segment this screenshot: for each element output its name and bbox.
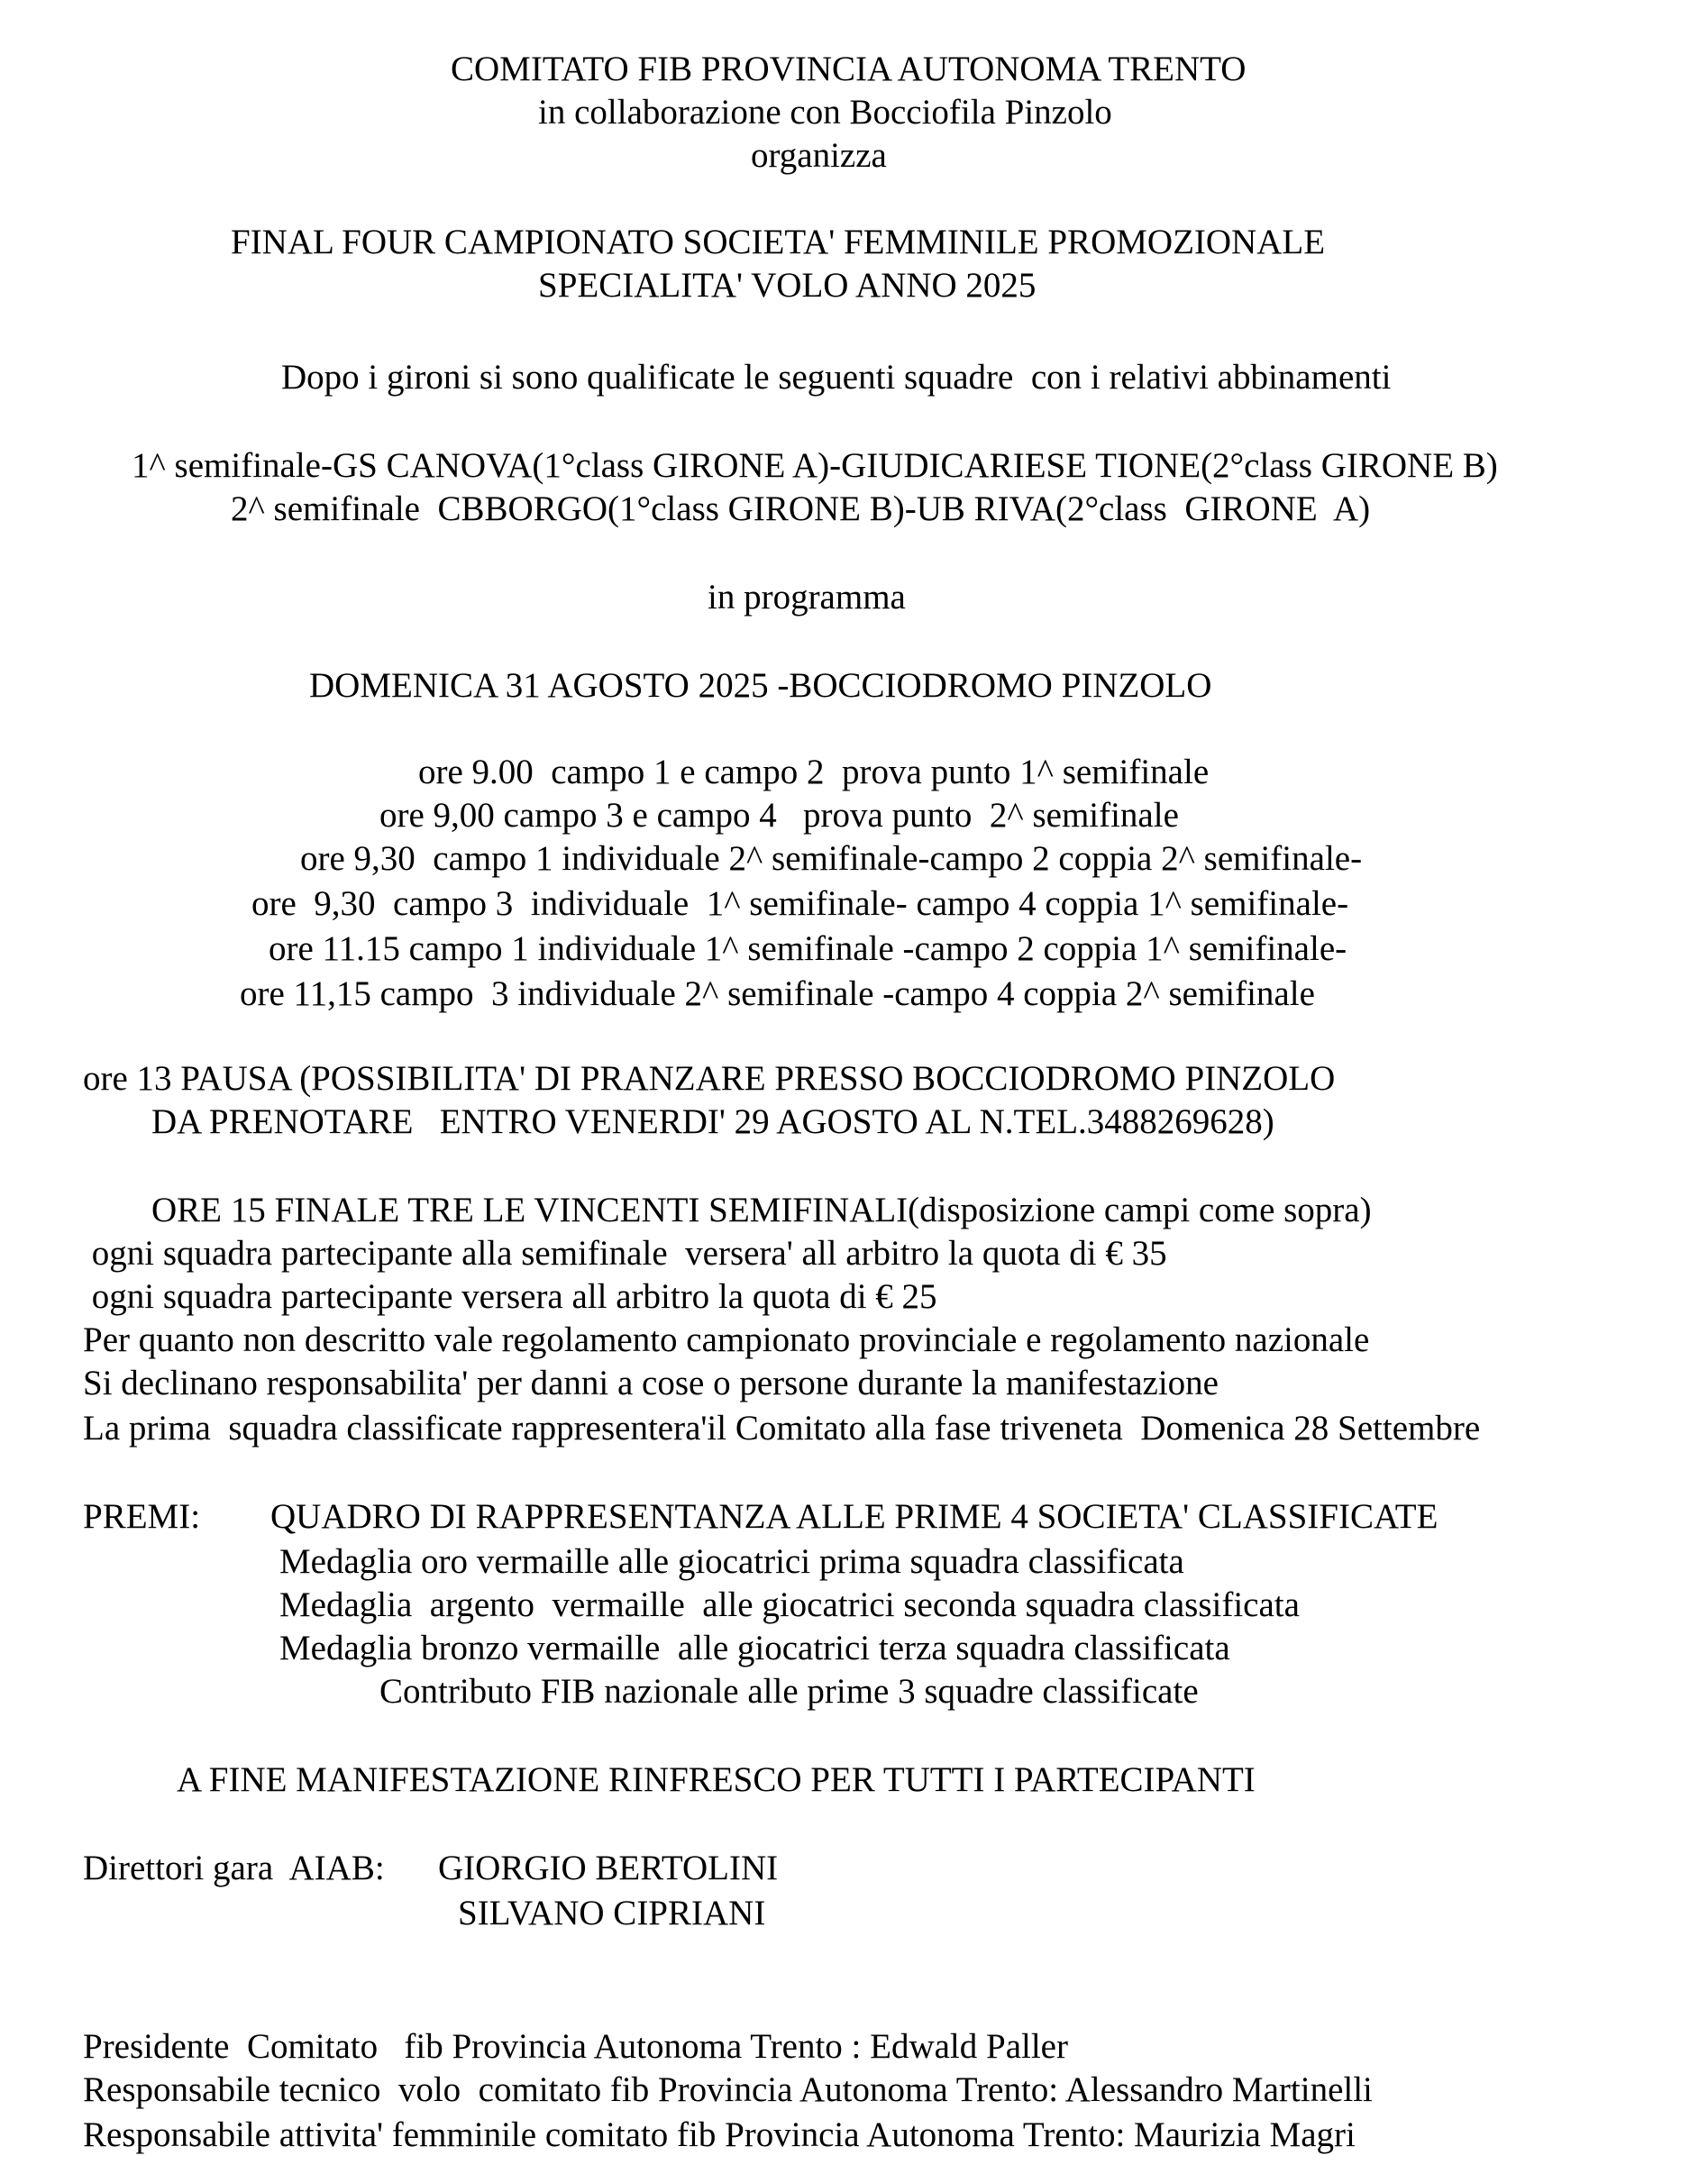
pause-line-2: DA PRENOTARE ENTRO VENERDI' 29 AGOSTO AL N.TEL.3488269628) — [151, 1102, 1274, 1141]
prize-item: QUADRO DI RAPPRESENTANZA ALLE PRIME 4 SOCIETA' CLASSIFICATE — [270, 1497, 1439, 1536]
event-title-line-2: SPECIALITA' VOLO ANNO 2025 — [538, 266, 1037, 305]
event-title-line-1: FINAL FOUR CAMPIONATO SOCIETA' FEMMINILE PROMOZIONALE — [231, 223, 1326, 261]
program-label: in programma — [708, 578, 906, 617]
official-line: Presidente Comitato fib Provincia Autonoma Trento : Edwald Paller — [83, 2027, 1068, 2066]
header-collaboration: in collaborazione con Bocciofila Pinzolo — [538, 93, 1112, 132]
director-name: GIORGIO BERTOLINI — [438, 1849, 779, 1887]
schedule-line: ore 9,30 campo 1 individuale 2^ semifinale-campo 2 coppia 2^ semifinale- — [300, 839, 1363, 878]
schedule-line: ore 11.15 campo 1 individuale 1^ semifinale -campo 2 coppia 1^ semifinale- — [269, 929, 1347, 968]
rule-line: ogni squadra partecipante versera all arbitro la quota di € 25 — [83, 1277, 937, 1316]
final-line: ORE 15 FINALE TRE LE VINCENTI SEMIFINALI(disposizione campi come sopra) — [151, 1191, 1372, 1229]
semifinal-2-pairing: 2^ semifinale CBBORGO(1°class GIRONE B)-UB RIVA(2°class GIRONE A) — [231, 489, 1371, 528]
schedule-line: ore 11,15 campo 3 individuale 2^ semifinale -campo 4 coppia 2^ semifinale — [240, 974, 1315, 1013]
program-date-venue: DOMENICA 31 AGOSTO 2025 -BOCCIODROMO PINZOLO — [309, 666, 1212, 705]
directors-label: Direttori gara AIAB: — [83, 1849, 385, 1887]
refreshment-note: A FINE MANIFESTAZIONE RINFRESCO PER TUTTI I PARTECIPANTI — [177, 1760, 1256, 1799]
director-name: SILVANO CIPRIANI — [458, 1894, 766, 1932]
header-organizza: organizza — [751, 136, 887, 175]
prize-item: Contributo FIB nazionale alle prime 3 squadre classificate — [379, 1672, 1199, 1711]
official-line: Responsabile attivita' femminile comitato fib Provincia Autonoma Trento: Maurizia Magri — [83, 2115, 1356, 2154]
rule-line: La prima squadra classificate rappresentera'il Comitato alla fase triveneta Domenica 28 Settembre — [83, 1409, 1481, 1448]
pause-line-1: ore 13 PAUSA (POSSIBILITA' DI PRANZARE PRESSO BOCCIODROMO PINZOLO — [83, 1059, 1336, 1098]
schedule-line: ore 9,00 campo 3 e campo 4 prova punto 2^ semifinale — [379, 796, 1179, 835]
schedule-line: ore 9,30 campo 3 individuale 1^ semifinale- campo 4 coppia 1^ semifinale- — [251, 884, 1349, 923]
semifinal-1-pairing: 1^ semifinale-GS CANOVA(1°class GIRONE A)-GIUDICARIESE TIONE(2°class GIRONE B) — [132, 446, 1498, 485]
prizes-label: PREMI: — [83, 1497, 201, 1536]
official-line: Responsabile tecnico volo comitato fib Provincia Autonoma Trento: Alessandro Martinelli — [83, 2070, 1373, 2109]
schedule-line: ore 9.00 campo 1 e campo 2 prova punto 1^ semifinale — [418, 753, 1210, 791]
header-org: COMITATO FIB PROVINCIA AUTONOMA TRENTO — [451, 50, 1247, 88]
rule-line: Si declinano responsabilita' per danni a cose o persone durante la manifestazione — [83, 1364, 1219, 1402]
prize-item: Medaglia bronzo vermaille alle giocatrici terza squadra classificata — [279, 1629, 1230, 1667]
prize-item: Medaglia oro vermaille alle giocatrici prima squadra classificata — [279, 1542, 1184, 1581]
rule-line: Per quanto non descritto vale regolamento campionato provinciale e regolamento nazionale — [83, 1320, 1370, 1359]
rule-line: ogni squadra partecipante alla semifinale versera' all arbitro la quota di € 35 — [83, 1234, 1167, 1273]
prize-item: Medaglia argento vermaille alle giocatrici seconda squadra classificata — [279, 1585, 1300, 1624]
qualification-intro: Dopo i gironi si sono qualificate le seguenti squadre con i relativi abbinamenti — [281, 358, 1392, 397]
